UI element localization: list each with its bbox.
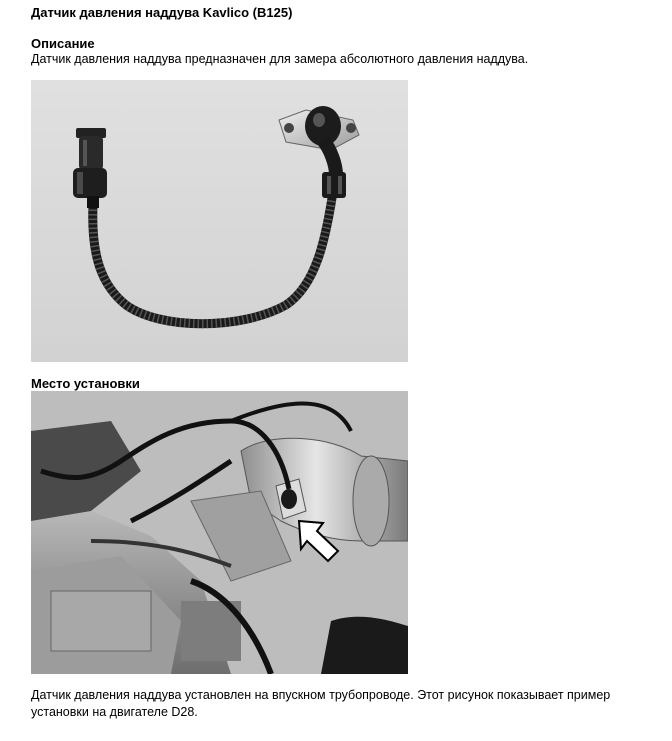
page-title: Датчик давления наддува Kavlico (B125) [31, 5, 293, 20]
description-heading: Описание [31, 36, 95, 51]
engine-illustration [31, 391, 408, 674]
description-text: Датчик давления наддува предназначен для замера абсолютного давления наддува. [31, 52, 529, 66]
footer-text-line2: установки на двигателе D28. [31, 705, 198, 719]
sensor-illustration [31, 80, 408, 362]
location-heading: Место установки [31, 376, 140, 391]
engine-installation-photo [31, 391, 408, 674]
footer-text-line1: Датчик давления наддува установлен на впускном трубопроводе. Этот рисунок показывает пример [31, 688, 611, 702]
sensor-photo [31, 80, 408, 362]
